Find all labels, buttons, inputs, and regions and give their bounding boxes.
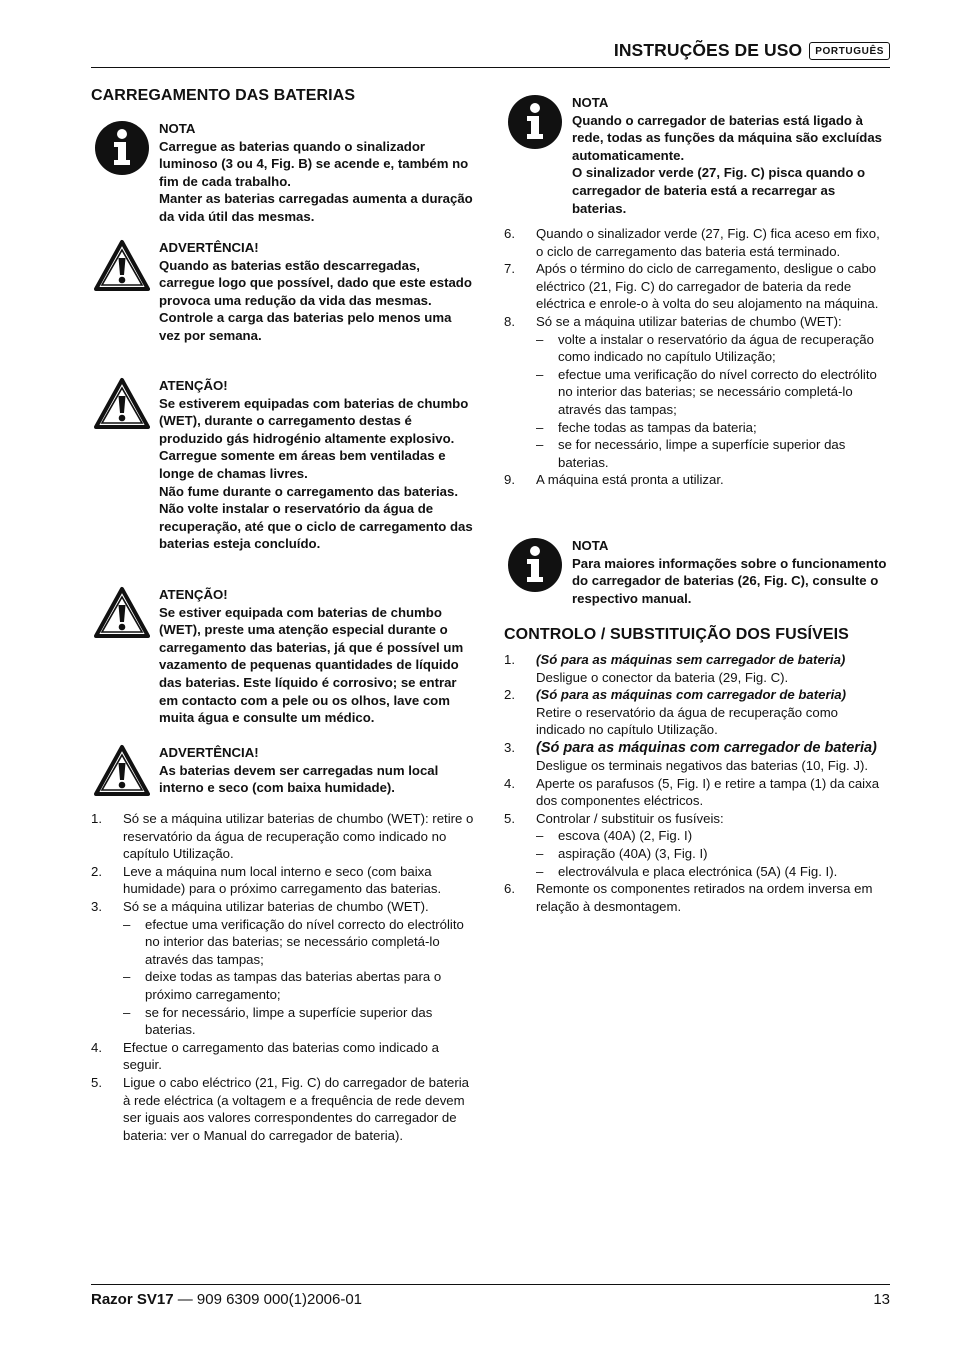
dash-bullet: – [123,916,131,932]
dash-bullet: – [536,863,544,879]
list-item-condition: (Só para as máquinas com carregador de bateria) [536,687,847,703]
note-heading: ADVERTÊNCIA! [159,745,259,760]
list-item-number: 3. [504,739,515,755]
list-item [504,471,890,489]
section-title-fuses: CONTROLO / SUBSTITUIÇÃO DOS FUSÍVEIS [504,626,849,643]
footer-rule [91,1284,890,1285]
list-item-text: Após o término do ciclo de carregamento, desligue o cabo eléctrico (21, Fig. C) do carregador de bateria da rede eléctrica e enrole-o à volta do seu alojamento na máquina. [536,261,879,312]
note-body [572,94,890,217]
note-paragraph: O sinalizador verde (27, Fig. C) pisca quando o carregador de bateria está a recarregar as baterias. [572,165,866,216]
note-paragraph: Para maiores informações sobre o funcionamento do carregador de baterias (26, Fig. C), consulte o respectivo manual. [572,555,887,606]
list-item-text: Quando o sinalizador verde (27, Fig. C) fica aceso em fixo, o ciclo de carregamento das bateria está terminado. [536,226,880,259]
list-item-text: Só se a máquina utilizar baterias de chumbo (WET): retire o reservatório da água de recuperação como indicado no capítulo Utilização. [123,811,474,862]
list-item-text: Retire o reservatório da água de recuperação como indicado no capítulo Utilização. [536,704,839,738]
note-paragraph: As baterias devem ser carregadas num local interno e seco (com baixa humidade). [159,762,439,796]
note-paragraph: Não volte instalar o reservatório da água de recuperação, até que o ciclo de carregamento das baterias esteja concluído. [159,501,473,552]
warning-icon [94,744,150,800]
info-icon [94,120,150,176]
charging-steps-continued-list [504,225,890,489]
sub-list-item [536,863,890,881]
note-paragraph: Não fume durante o carregamento das baterias. [159,483,459,499]
sub-list-item [536,845,890,863]
dash-bullet: – [536,828,544,844]
dash-bullet: – [536,366,544,382]
list-item-number: 3. [91,898,102,914]
list-item-number: 6. [504,226,515,241]
list-item-text: Aperte os parafusos (5, Fig. I) e retire a tampa (1) da caixa dos componentes eléctricos. [536,775,880,809]
section-title-battery-charging: CARREGAMENTO DAS BATERIAS [91,87,356,104]
dash-bullet: – [536,437,544,453]
note-body [159,744,476,797]
list-item [91,810,476,863]
sub-list-item [123,968,476,1003]
note-heading: ADVERTÊNCIA! [159,240,259,255]
list-item-text: Remonte os componentes retirados na ordem inversa em relação à desmontagem. [536,881,873,914]
sub-list-item-text: se for necessário, limpe a superfície superior das baterias. [145,1004,433,1038]
list-item [504,686,890,739]
footer-code: — 909 6309 000(1)2006-01 [173,1291,363,1308]
list-item [91,1074,476,1144]
list-item [91,1039,476,1074]
list-item-text: Só se a máquina utilizar baterias de chumbo (WET). [123,898,429,914]
sub-list-item-text: feche todas as tampas da bateria; [558,419,757,435]
sub-list-item [536,331,890,366]
list-item [91,898,476,1039]
sub-list-item-text: electroválvula e placa electrónica (5A) (4 Fig. I). [558,863,838,879]
list-item-text: Efectue o carregamento das baterias como indicado a seguir. [123,1039,439,1073]
list-item-number: 1. [91,811,102,826]
list-item [504,880,890,915]
sub-list-item [123,916,476,969]
note-paragraph: Se estiver equipada com baterias de chumbo (WET), preste uma atenção especial durante o carregamento das baterias, já que é possível um vazamento de pequenas quantidades de líquido das baterias. Este líquido é corrosivo; se entrar em contacto com a pele ou os olhos, lave com muita água e consulte um médico. [159,604,464,726]
sub-list-item-text: escova (40A) (2, Fig. I) [558,828,693,844]
warning-icon [94,586,150,642]
list-item [504,260,890,313]
sub-list-item [536,366,890,419]
page-header [614,40,890,61]
dash-bullet: – [123,1004,131,1020]
sub-list-item-text: aspiração (40A) (3, Fig. I) [558,845,708,861]
list-item-number: 7. [504,261,515,277]
list-item-text: Só se a máquina utilizar baterias de chumbo (WET): [536,313,842,329]
list-item-number: 8. [504,313,515,329]
sub-list-item-text: se for necessário, limpe a superfície superior das baterias. [558,437,846,470]
sub-list-item [536,827,890,845]
list-item-text: A máquina está pronta a utilizar. [536,472,724,488]
sub-list-item-text: efectue uma verificação do nível correcto do electrólito no interior das baterias; se necessário completá-lo através das tampas; [558,366,877,417]
list-item [504,313,890,471]
note-body [159,377,476,553]
list-item-text: Ligue o cabo eléctrico (21, Fig. C) do carregador de bateria à rede eléctrica (a voltagem e a frequência de rede devem ser iguais aos valores correspondentes do carregador de bateria: ver o Manual do carregador de bateria). [123,1074,469,1143]
sub-list-item [536,436,890,471]
dash-bullet: – [536,845,544,861]
list-item [504,739,890,775]
list-item-text: Desligue o conector da bateria (29, Fig. C). [536,669,789,685]
dash-bullet: – [123,969,131,985]
list-item-text: Leve a máquina num local interno e seco (com baixa humidade) para o próximo carregamento das baterias. [123,863,442,897]
list-item [91,863,476,898]
list-item [504,651,890,686]
note-heading: NOTA [572,95,609,110]
warning-icon [94,239,150,295]
header-rule [91,67,890,68]
note-body [159,586,476,727]
list-item-number: 1. [504,652,515,667]
note-paragraph: Manter as baterias carregadas aumenta a duração da vida útil das mesmas. [159,191,473,224]
note-paragraph: Carregue as baterias quando o sinalizador luminoso (3 ou 4, Fig. B) se acende e, também no fim de cada trabalho. [159,138,469,189]
list-item-number: 4. [91,1039,102,1055]
charging-steps-list [91,810,476,1144]
sub-list-item [536,419,890,437]
dash-bullet: – [536,419,544,435]
info-icon [507,537,563,593]
note-body [572,537,890,607]
list-item [504,810,890,880]
sub-list-item [123,1004,476,1039]
list-item-number: 6. [504,881,515,897]
sub-list-item-text: volte a instalar o reservatório da água de recuperação como indicado no capítulo Utilização; [558,331,874,365]
sub-list-item-text: deixe todas as tampas das baterias abertas para o próximo carregamento; [145,969,442,1002]
note-heading: NOTA [159,121,196,136]
list-item-number: 9. [504,472,515,488]
note-heading: NOTA [572,538,609,553]
list-item-condition: (Só para as máquinas com carregador de bateria) [536,739,877,756]
list-item-number: 2. [504,687,515,703]
page-number: 13 [873,1291,890,1308]
note-paragraph: Se estiverem equipadas com baterias de chumbo (WET), durante o carregamento destas é produzido gás hidrogénio altamente explosivo. Carregue somente em áreas bem ventiladas e longe de chamas livres. [159,395,469,481]
fuse-steps-list [504,651,890,915]
sub-list-item-text: efectue uma verificação do nível correcto do electrólito no interior das baterias; se necessário completá-lo através das tampas; [145,916,464,967]
note-heading: ATENÇÃO! [159,587,228,602]
note-body [159,120,476,226]
language-badge: PORTUGUÊS [809,42,890,60]
footer-doc-info [91,1291,362,1308]
list-item-number: 4. [504,775,515,791]
list-item [504,225,890,260]
list-item-condition: (Só para as máquinas sem carregador de bateria) [536,652,846,667]
note-paragraph: Quando as baterias estão descarregadas, carregue logo que possível, dado que este estado provoca uma redução da vida das mesmas. [159,257,472,308]
note-heading: ATENÇÃO! [159,378,228,393]
list-item-number: 2. [91,863,102,879]
header-title: INSTRUÇÕES DE USO [613,40,803,60]
note-paragraph: Quando o carregador de baterias está ligado à rede, todas as funções da máquina são excluídas automaticamente. [572,112,883,163]
footer-model: Razor SV17 [91,1291,174,1308]
note-body [159,239,476,345]
info-icon [507,94,563,150]
note-paragraph: Controle a carga das baterias pelo menos uma vez por semana. [159,310,452,343]
list-item-text: Controlar / substituir os fusíveis: [536,810,724,826]
list-item-number: 5. [91,1074,102,1090]
dash-bullet: – [536,331,544,347]
list-item-text: Desligue os terminais negativos das baterias (10, Fig. J). [536,757,869,773]
list-item-number: 5. [504,810,515,826]
list-item [504,775,890,810]
warning-icon [94,377,150,433]
